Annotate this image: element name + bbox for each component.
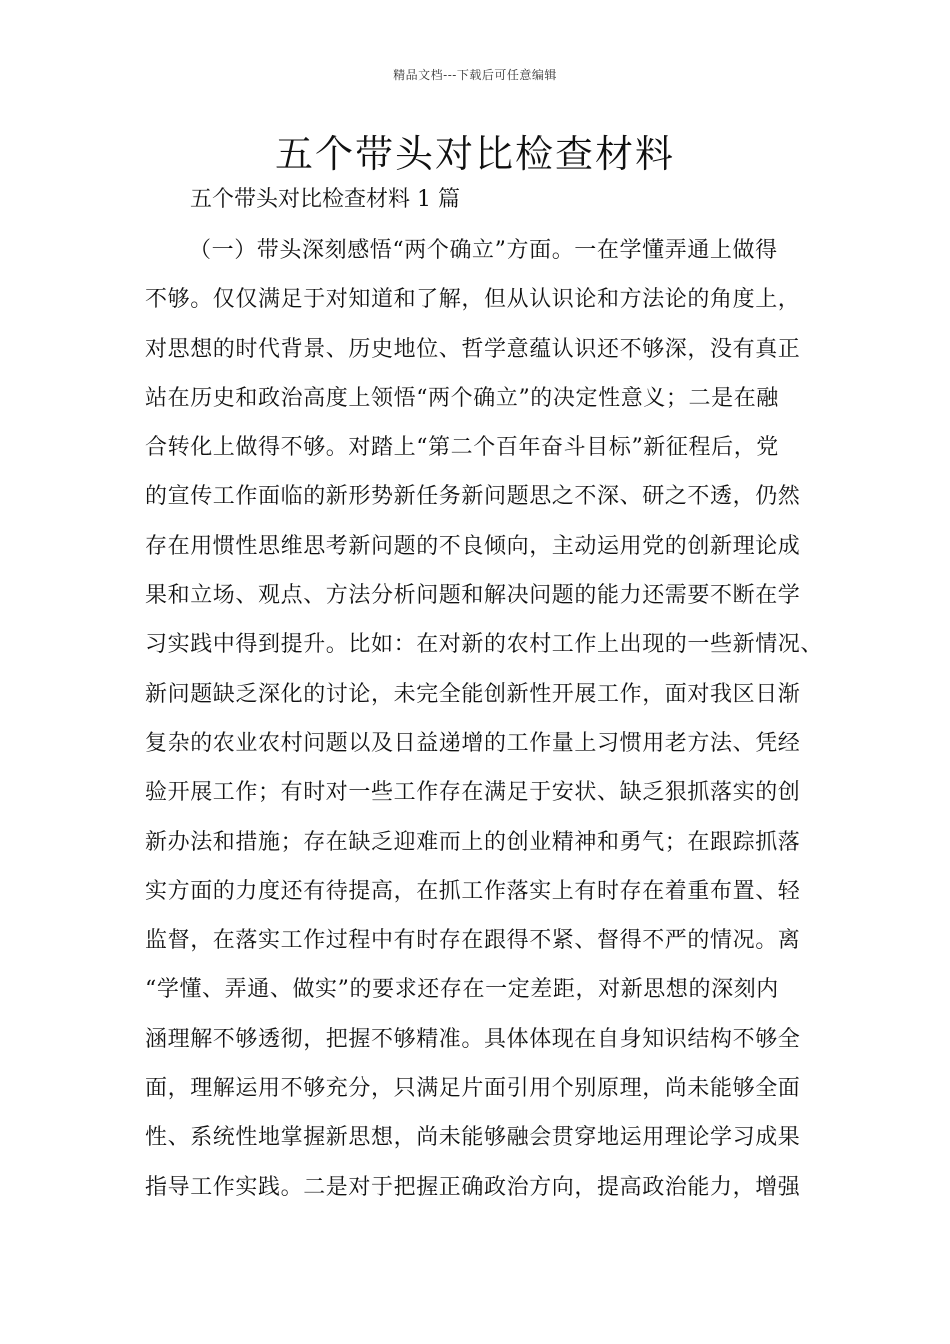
body-line: “学懂、弄通、做实”的要求还存在一定差距，对新思想的深刻内 bbox=[145, 977, 779, 1003]
body-line: 面，理解运用不够充分，只满足片面引用个别原理，尚未能够全面 bbox=[145, 1076, 801, 1102]
body-line: 复杂的农业农村问题以及日益递增的工作量上习惯用老方法、凭经 bbox=[145, 730, 801, 756]
header-note: 精品文档---下载后可任意编辑 bbox=[393, 68, 557, 82]
body-line: 合转化上做得不够。对踏上“第二个百年奋斗目标”新征程后，党 bbox=[145, 435, 779, 461]
document-subtitle: 五个带头对比检查材料 1 篇 bbox=[190, 187, 460, 212]
body-line: 实方面的力度还有待提高，在抓工作落实上有时存在着重布置、轻 bbox=[145, 878, 801, 904]
body-line: 习实践中得到提升。比如：在对新的农村工作上出现的一些新情况、 bbox=[145, 632, 824, 658]
body-line: 指导工作实践。二是对于把握正确政治方向，提高政治能力，增强 bbox=[145, 1174, 801, 1200]
body-line: 不够。仅仅满足于对知道和了解，但从认识论和方法论的角度上， bbox=[145, 287, 801, 313]
body-line: 对思想的时代背景、历史地位、哲学意蕴认识还不够深，没有真正 bbox=[145, 336, 801, 362]
body-text bbox=[145, 232, 825, 1218]
body-line: 站在历史和政治高度上领悟“两个确立”的决定性意义；二是在融 bbox=[145, 385, 779, 411]
body-line: 性、系统性地掌握新思想，尚未能够融会贯穿地运用理论学习成果 bbox=[145, 1125, 801, 1151]
body-line: 验开展工作；有时对一些工作存在满足于安状、缺乏狠抓落实的创 bbox=[145, 780, 801, 806]
body-line: （一）带头深刻感悟“两个确立”方面。一在学懂弄通上做得 bbox=[189, 238, 778, 263]
body-line: 存在用惯性思维思考新问题的不良倾向，主动运用党的创新理论成 bbox=[145, 533, 801, 559]
body-line: 新办法和措施；存在缺乏迎难而上的创业精神和勇气；在跟踪抓落 bbox=[145, 829, 801, 855]
body-line: 新问题缺乏深化的讨论，未完全能创新性开展工作，面对我区日渐 bbox=[145, 681, 801, 707]
body-line: 涵理解不够透彻，把握不够精准。具体体现在自身知识结构不够全 bbox=[145, 1026, 801, 1052]
body-line: 果和立场、观点、方法分析问题和解决问题的能力还需要不断在学 bbox=[145, 583, 801, 609]
body-line: 的宣传工作面临的新形势新任务新问题思之不深、研之不透，仍然 bbox=[145, 484, 801, 510]
document-title: 五个带头对比检查材料 bbox=[274, 132, 675, 176]
body-line: 监督，在落实工作过程中有时存在跟得不紧、督得不严的情况。离 bbox=[145, 928, 801, 954]
